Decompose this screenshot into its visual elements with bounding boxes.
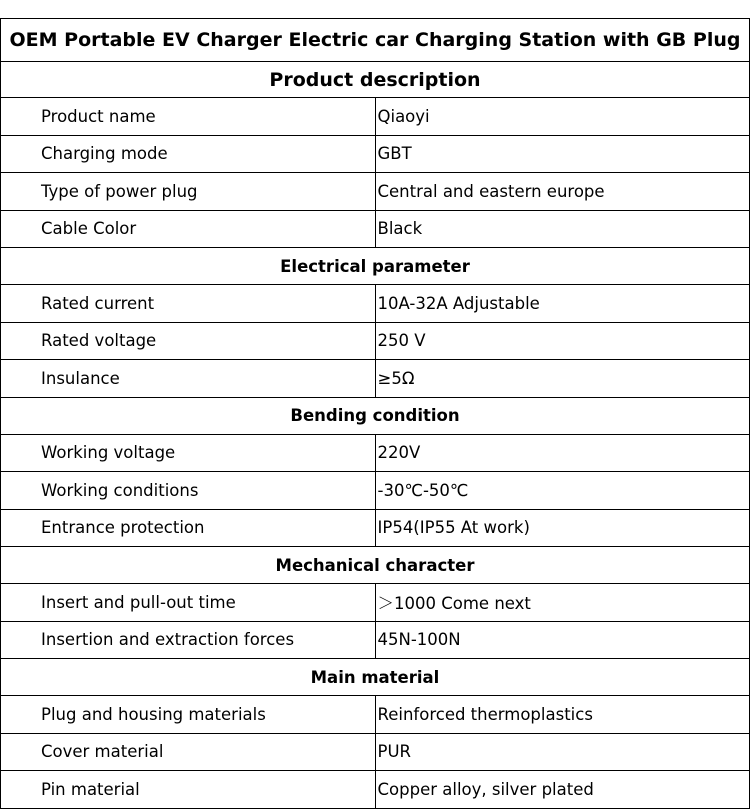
spec-value: ≥5Ω (375, 360, 750, 398)
section-heading: Bending condition (1, 397, 750, 434)
spec-label: Working voltage (1, 434, 376, 472)
spec-label: Pin material (1, 771, 376, 809)
spec-label: Rated voltage (1, 322, 376, 360)
spec-value: 45N-100N (375, 621, 750, 659)
spec-table (0, 18, 750, 809)
spec-label: Insulance (1, 360, 376, 398)
spec-value: Copper alloy, silver plated (375, 771, 750, 809)
spec-label: Rated current (1, 285, 376, 323)
spec-table-body (1, 19, 750, 809)
table-row (1, 135, 750, 173)
spec-value: Central and eastern europe (375, 173, 750, 211)
section-heading-row (1, 397, 750, 434)
section-heading-row (1, 248, 750, 285)
spec-label: Insert and pull-out time (1, 584, 376, 622)
section-heading: Product description (1, 62, 750, 98)
spec-value: Black (375, 210, 750, 248)
spec-label: Plug and housing materials (1, 696, 376, 734)
spec-label: Cable Color (1, 210, 376, 248)
table-row (1, 210, 750, 248)
spec-value: Reinforced thermoplastics (375, 696, 750, 734)
spec-label: Working conditions (1, 472, 376, 510)
spec-label: Type of power plug (1, 173, 376, 211)
spec-value: GBT (375, 135, 750, 173)
section-heading-row (1, 547, 750, 584)
spec-value: 250 V (375, 322, 750, 360)
spec-value: PUR (375, 733, 750, 771)
section-heading-row (1, 659, 750, 696)
table-row (1, 285, 750, 323)
section-heading: Mechanical character (1, 547, 750, 584)
spec-value: -30℃-50℃ (375, 472, 750, 510)
table-row (1, 472, 750, 510)
section-heading-row (1, 62, 750, 98)
spec-label: Charging mode (1, 135, 376, 173)
table-row (1, 771, 750, 809)
table-row (1, 360, 750, 398)
table-row (1, 584, 750, 622)
section-heading: Main material (1, 659, 750, 696)
table-row (1, 696, 750, 734)
spec-value: 220V (375, 434, 750, 472)
table-row (1, 621, 750, 659)
page-title: OEM Portable EV Charger Electric car Charging Station with GB Plug (1, 19, 750, 62)
table-row (1, 509, 750, 547)
spec-label: Product name (1, 98, 376, 136)
table-row (1, 733, 750, 771)
spec-value: IP54(IP55 At work) (375, 509, 750, 547)
table-row (1, 173, 750, 211)
spec-value: 10A-32A Adjustable (375, 285, 750, 323)
spec-value: ＞1000 Come next (375, 584, 750, 622)
table-row (1, 98, 750, 136)
spec-label: Cover material (1, 733, 376, 771)
spec-label: Entrance protection (1, 509, 376, 547)
spec-value: Qiaoyi (375, 98, 750, 136)
title-row (1, 19, 750, 62)
table-row (1, 322, 750, 360)
spec-label: Insertion and extraction forces (1, 621, 376, 659)
section-heading: Electrical parameter (1, 248, 750, 285)
table-row (1, 434, 750, 472)
